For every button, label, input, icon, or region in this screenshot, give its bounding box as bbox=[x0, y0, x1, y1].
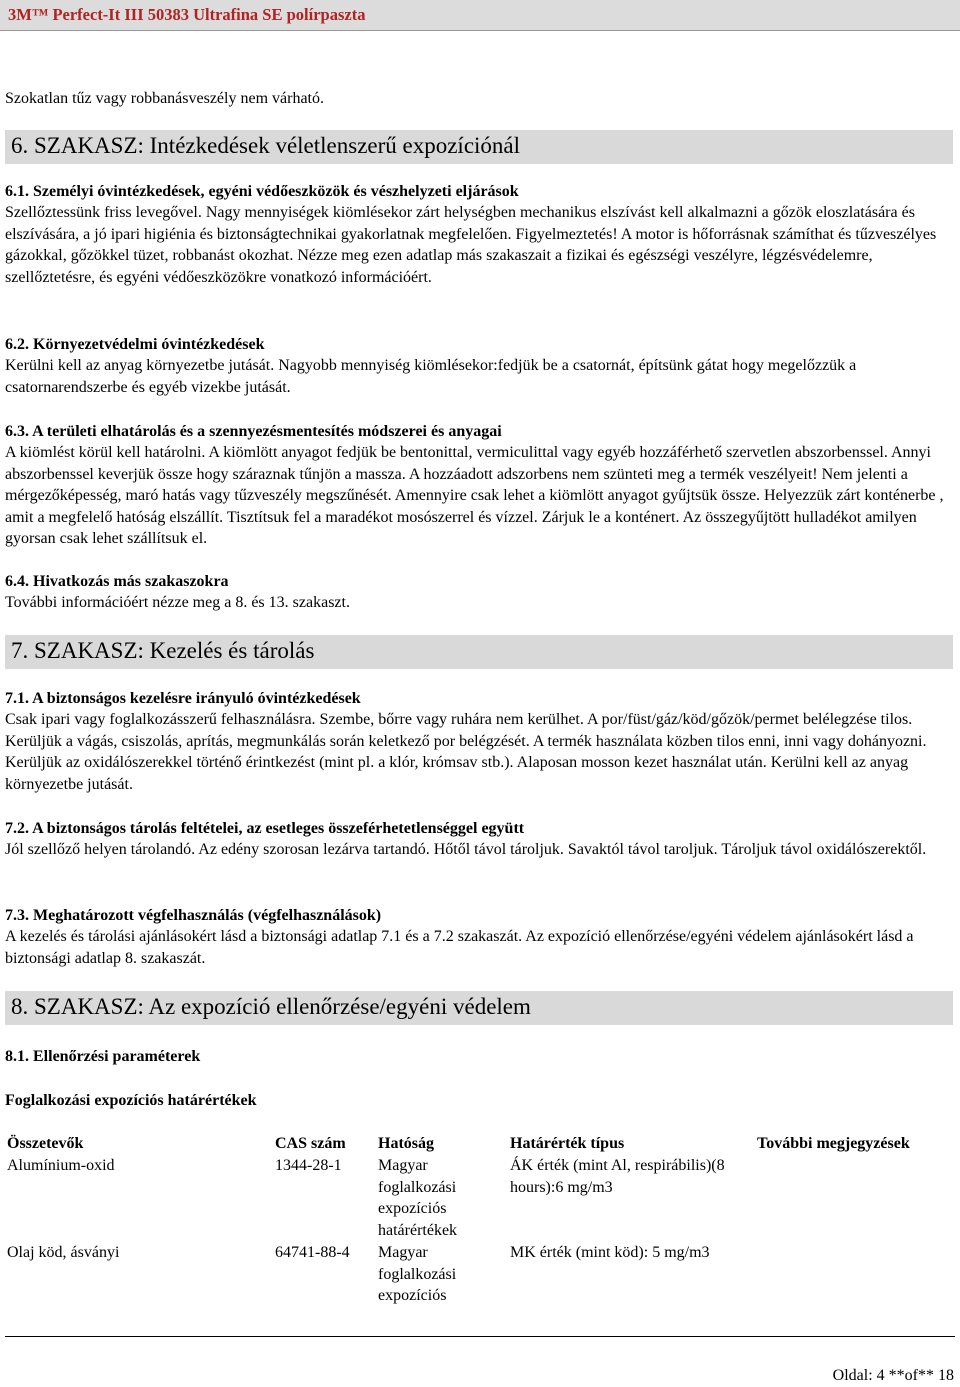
document-title: 3M™ Perfect-It III 50383 Ultrafina SE polírpaszta bbox=[8, 5, 366, 24]
s62-title: 6.2. Környezetvédelmi óvintézkedések bbox=[5, 336, 265, 353]
table-cell: ÁK érték (mint Al, respirábilis)(8 hours):6 mg/m3 bbox=[510, 1157, 725, 1196]
s72-text: Jól szellőző helyen tárolandó. Az edény szorosan lezárva tartandó. Hőtől távol tároljuk. Savaktól távol taroljuk. Tároljuk távol oxidálószerektől. bbox=[5, 841, 927, 858]
s61-title: 6.1. Személyi óvintézkedések, egyéni védőeszközök és vészhelyzeti eljárások bbox=[5, 183, 519, 200]
intro-text: Szokatlan tűz vagy robbanásveszély nem várható. bbox=[5, 90, 324, 107]
s81-title: 8.1. Ellenőrzési paraméterek bbox=[5, 1048, 201, 1065]
table-cell: Magyar foglalkozási expozíciós határértékek bbox=[378, 1157, 458, 1239]
section-8-title: 8. SZAKASZ: Az expozíció ellenőrzése/egyéni védelem bbox=[11, 994, 531, 1019]
table-header-cell: További megjegyzések bbox=[757, 1135, 910, 1152]
s73-text: A kezelés és tárolási ajánlásokért lásd a biztonsági adatlap 7.1 és a 7.2 szakaszát. Az expozíció ellenőrzése/egyéni védelem ajánlásokért lásd a biztonsági adatlap 8. szakaszát. bbox=[5, 928, 914, 967]
table-header-cell: CAS szám bbox=[275, 1135, 346, 1152]
section-7-title: 7. SZAKASZ: Kezelés és tárolás bbox=[11, 638, 315, 663]
s62-text: Kerülni kell az anyag környezetbe jutását. Nagyobb mennyiség kiömlésekor:fedjük be a csatornát, építsünk gátat hogy megelőzzük a csatornarendszerbe és egyéb vizekbe jutását. bbox=[5, 357, 857, 396]
table-header-cell: Hatóság bbox=[378, 1135, 434, 1152]
s73-title: 7.3. Meghatározott végfelhasználás (végfelhasználások) bbox=[5, 907, 382, 924]
s64-title: 6.4. Hivatkozás más szakaszokra bbox=[5, 573, 229, 590]
section-7-heading bbox=[5, 635, 953, 669]
table-header-cell: Összetevők bbox=[7, 1135, 84, 1152]
page-number: Oldal: 4 **of** 18 bbox=[832, 1367, 954, 1384]
table-cell: Olaj köd, ásványi bbox=[7, 1244, 120, 1261]
table-cell: Alumínium-oxid bbox=[7, 1157, 115, 1174]
table-cell: MK érték (mint köd): 5 mg/m3 bbox=[510, 1244, 710, 1261]
s71-text: Csak ipari vagy foglalkozásszerű felhasználásra. Szembe, bőrre vagy ruhára nem kerülhet. A por/füst/gáz/köd/gőzök/permet belélegzése tilos. Kerüljük a vágás, csiszolás, aprítás, megmunkálás során keletkező por belégzését. A termék használata közben tilos enni, inni vagy dohányozni. Kerüljük az oxidálószerekkel történő érintkezést (mint pl. a klór, krómsav stb.). Alaposan mosson kezet használat után. Kerülni kell az anyag környezetbe jutását. bbox=[5, 711, 927, 793]
table-cell: 64741-88-4 bbox=[275, 1244, 350, 1261]
table-cell: 1344-28-1 bbox=[275, 1157, 342, 1174]
section-8-heading bbox=[5, 991, 953, 1025]
table-cell: Magyar foglalkozási expozíciós bbox=[378, 1244, 457, 1304]
section-6-heading bbox=[5, 130, 953, 164]
s71-title: 7.1. A biztonságos kezelésre irányuló óvintézkedések bbox=[5, 690, 361, 707]
limits-title: Foglalkozási expozíciós határértékek bbox=[5, 1092, 257, 1109]
s63-title: 6.3. A területi elhatárolás és a szennyezésmentesítés módszerei és anyagai bbox=[5, 423, 502, 440]
document-header bbox=[0, 0, 960, 30]
table-header-cell: Határérték típus bbox=[510, 1135, 625, 1152]
section-6-title: 6. SZAKASZ: Intézkedések véletlenszerű expozíciónál bbox=[11, 133, 521, 158]
page-bottom-divider bbox=[5, 1336, 955, 1337]
header-divider bbox=[0, 30, 960, 31]
s63-text: A kiömlést körül kell határolni. A kiömlött anyagot fedjük be bentonittal, vermiculittal vagy egyéb hozzáférhető szervetlen abszorbenssel. Annyi abszorbenssel keverjük össze hogy száraznak tűnjön a massza. A hozzáadott adszorbens nem szünteti meg a termék veszélyeit! Nem jelenti a mérgezőképesség, maró hatás vagy tűzveszély megszűnését. Amennyire csak lehet a kiömlött anyagot gyűjtsük össze. Helyezzük zárt konténerbe , amit a megfelelő hatóság elszállít. Tisztítsuk fel a maradékot mosószerrel és vízzel. Zárjuk le a konténert. Az összegyűjtött hulladékot amilyen gyorsan csak lehet szállítsuk el. bbox=[5, 444, 944, 547]
s61-text: Szellőztessünk friss levegővel. Nagy mennyiségek kiömlésekor zárt helységben mechanikus elszívást kell alkalmazni a gőzök eloszlatására és elszívására, a jó ipari higiénia és biztonságtechnikai gyakorlatnak megfelelően. Figyelmeztetés! A motor is hőforrásnak számíthat és tűzveszélyes gázokkal, gőzökkel tüzet, robbanást okozhat. Nézze meg ezen adatlap más szakaszait a fizikai és egészségi veszélyre, légzésvédelemre, szellőztetésre, és egyéni védőeszközökre vonatkozó információért. bbox=[5, 204, 937, 286]
s64-text: További információért nézze meg a 8. és 13. szakaszt. bbox=[5, 594, 350, 611]
s72-title: 7.2. A biztonságos tárolás feltételei, az esetleges összeférhetetlenséggel együtt bbox=[5, 820, 525, 837]
